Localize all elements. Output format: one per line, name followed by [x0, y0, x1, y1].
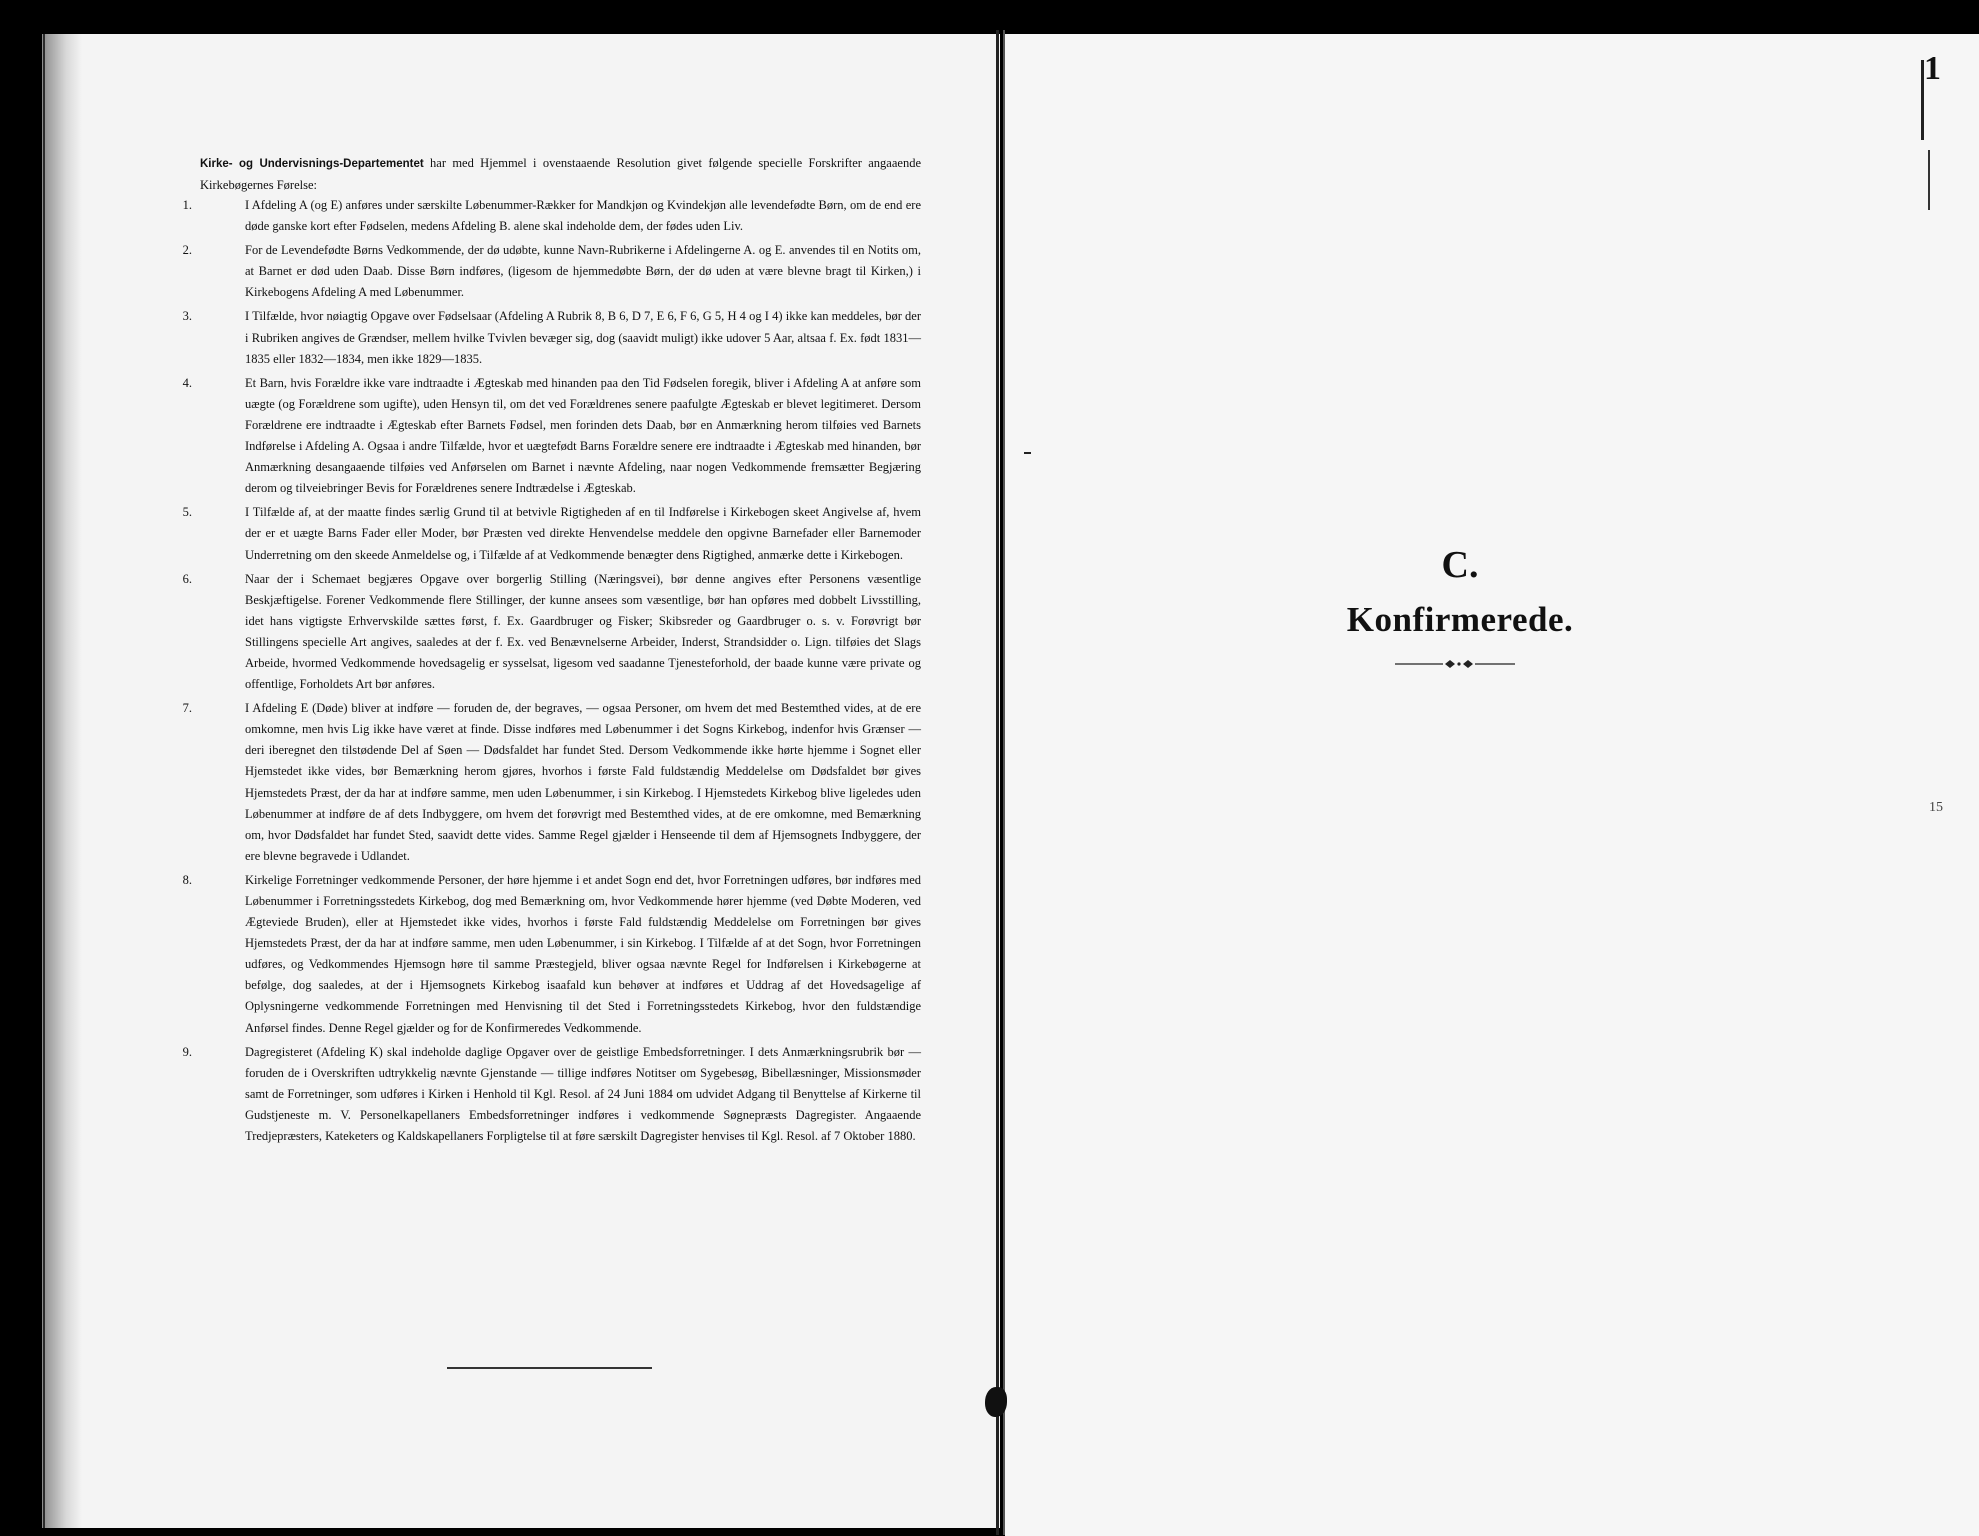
- item-number: 3.: [182, 309, 192, 324]
- list-item: [182, 373, 921, 500]
- list-item: [182, 1042, 921, 1147]
- list-item: [182, 306, 921, 369]
- item-number: 5.: [182, 505, 192, 520]
- item-number: 8.: [182, 872, 192, 887]
- closing-rule: [447, 1367, 652, 1369]
- intro-text: har med Hjemmel i ovenstaaende Resolution givet følgende specielle Forskrifter angaaende Kirkebøgernes Førelse:: [200, 156, 922, 192]
- item-number: 2.: [182, 243, 192, 258]
- margin-mark: 15: [1929, 800, 1943, 815]
- item-text: For de Levendefødte Børns Vedkommende, der dø udøbte, kunne Navn-Rubrikerne i Afdelingerne A. og E. anvendes til en Notits om, at Barnet er død uden Daab. Disse Børn indføres, (ligesom de hjemmedøbte Børn, der dø uden at være blevne bragt til Kirken,) i Kirkebogens Afdeling A med Løbenummer.: [245, 243, 921, 300]
- item-text: Dagregisteret (Afdeling K) skal indeholde daglige Opgaver over de geistlige Embedsforretninger. I dets Anmærkningsrubrik bør — foruden de i Overskriften udtrykkelig nævnte Gjenstande — tillige indføres Notitser om Sygebesøg, Bibellæsninger, Missionsmøder samt de Forretninger, som udføres i Kirken i Henhold til Kgl. Resol. af 24 Juni 1884 om udvidet Adgang til Benyttelse af Kirkerne til Gudstjeneste m. V. Personelkapellaners Embedsforretninger indføres i vedkommende Søgnepræsts Dagregister. Angaaende Tredjepræsters, Kateketers og Kaldskapellaners Forpligtelse til at føre særskilt Dagregister henvises til Kgl. Resol. af 7 Oktober 1880.: [245, 1044, 921, 1144]
- page-number: 1: [1924, 50, 1941, 87]
- spine-rule: [996, 30, 999, 1535]
- spine-rule-secondary: [1003, 30, 1005, 1535]
- item-text: Et Barn, hvis Forældre ikke vare indtraadte i Ægteskab med hinanden paa den Tid Fødselen foregik, bliver i Afdeling A at anføre som uægte (og Forældrene som ugifte), uden Hensyn til, om det ved Forældrenes senere paafulgte Ægteskab er blevet legitimeret. Dersom Forældrene ere indtraadte i Ægteskab efter Barnets Fødsel, men forinden dets Daab, bør en Anmærkning herom tilføies ved Barnets Indførelse i Afdeling A. Ogsaa i andre Tilfælde, hvor et uægtefødt Barns Forældre senere ere indtraadte i Ægteskab med hinanden, bør Anmærkning desangaaende tilføies ved Anførselen om Barnet i nævnte Afdeling, naar nogen Vedkommende fremsætter Begjæring derom og tilveiebringer Bevis for Forældrenes senere Indtrædelse i Ægteskab.: [245, 375, 921, 496]
- list-item: [182, 502, 921, 565]
- list-item: [182, 195, 921, 237]
- list-item: [182, 698, 921, 867]
- item-number: 6.: [182, 571, 192, 586]
- ornament-rule: [1395, 657, 1515, 671]
- right-page-edge-rule-lower: [1928, 150, 1930, 210]
- ink-mark: [1024, 452, 1031, 454]
- intro-paragraph: [200, 153, 921, 196]
- section-title: Konfirmerede.: [1346, 600, 1574, 639]
- section-letter: C.: [1441, 544, 1479, 586]
- ink-blot: [985, 1387, 1007, 1417]
- item-number: 1.: [182, 198, 192, 212]
- item-text: I Tilfælde af, at der maatte findes særlig Grund til at betvivle Rigtigheden af en til Indførelse i Kirkebogen skeet Angivelse af, hvem der er et uægte Barns Fader eller Moder, bør Præsten ved direkte Henvendelse meddele den opgivne Barnefader eller Barnemoder Underretning om den skeede Anmeldelse og, i Tilfælde af at Vedkommende benægter dens Rigtighed, anmærke dette i Kirkebogen.: [245, 505, 921, 562]
- left-page-edge-shadow: [42, 34, 82, 1528]
- right-page: [1005, 34, 1979, 1536]
- item-text: Kirkelige Forretninger vedkommende Personer, der høre hjemme i et andet Sogn end det, hvor Forretningen udføres, bør indføres med Løbenummer i Forretningsstedets Kirkebog, dog med Bemærkning om, hvor Vedkommende hører hjemme (ved Døbte Moderen, ved Ægteviede Bruden), eller at Hjemstedet ikke vides, hvorhos i første Fald fuldstændig Meddelelse om Forretningen bør gives Hjemstedets Præst, der da har at indføre samme, men uden Løbenummer, i sin Kirkebog. I Tilfælde af at det Sogn, hvor Forretningen udføres, og Vedkommendes Hjemsogn høre til samme Præstegjeld, bliver ogsaa nævnte Regel for Indførelsen i Kirkebøgerne at befølge, dog saaledes, at der i Hjemsognets Kirkebog isaafald kun behøver at indføres et Uddrag af det Hovedsagelige af Oplysningerne vedkommende Forretningen med Henvisning til det Sted i Forretningsstedets Kirkebog, hvor den fuldstændige Anførsel findes. Denne Regel gjælder og for de Konfirmeredes Vedkommende.: [245, 872, 921, 1035]
- department-name: Kirke- og Undervisnings-Departementet: [200, 158, 424, 170]
- item-text: I Afdeling E (Døde) bliver at indføre — foruden de, der begraves, — ogsaa Personer, om hvem det med Bestemthed vides, at de ere omkomne, men hvis Lig ikke have været at finde. Disse indføres med Løbenummer i det Sogns Kirkebog, indenfor hvis Grænser — deri iberegnet den tilstødende Del af Søen — Dødsfaldet har fundet Sted. Dersom Vedkommende ikke hørte hjemme i Sognet eller Hjemstedet ikke vides, bør Bemærkning herom gjøres, hvorhos i første Fald fuldstændig Meddelelse om Dødsfaldet bør gives Hjemstedets Præst, der da har at indføre samme, men uden Løbenummer, i sin Kirkebog. I Hjemstedets Kirkebog blive ligeledes uden Løbenummer at indføre de af dets Indbyggere, om hvem det forøvrigt med Bestemthed vides, at de ere omkomne, med Bemærkning om, hvor Dødsfaldet har fundet Sted, saavidt dette vides. Samme Regel gjælder i Henseende til dem af Hjemsognets Indbyggere, der ere blevne begravede i Udlandet.: [245, 701, 921, 863]
- regulation-list: [182, 195, 921, 1150]
- list-item: [182, 240, 921, 303]
- item-text: I Tilfælde, hvor nøiagtig Opgave over Fødselsaar (Afdeling A Rubrik 8, B 6, D 7, E 6, F 6, G 5, H 4 og I 4) ikke kan meddeles, bør der i Rubriken angives de Grændser, mellem hvilke Tvivlen bevæger sig, dog (saavidt muligt) ikke udover 5 Aar, altsaa f. Ex. født 1831—1835 eller 1832—1834, men ikke 1829—1835.: [245, 309, 921, 366]
- left-page-border-rule: [43, 34, 45, 1528]
- item-number: 9.: [182, 1044, 192, 1059]
- list-item: [182, 870, 921, 1039]
- item-text: Naar der i Schemaet begjæres Opgave over borgerlig Stilling (Næringsvei), bør denne angives efter Personens væsentlige Beskjæftigelse. Forener Vedkommende flere Stillinger, der kunne ansees som væsentlige, bør han opføres med dobbelt Livsstilling, idet hans vigtigste Erhvervskilde sættes først, f. Ex. Gaardbruger og Fisker; Skibsreder og Gaardbruger o. s. v. Forøvrigt bør Stillingens specielle Art angives, saaledes at der f. Ex. ved Benævnelserne Arbeider, Inderst, Strandsidder o. Lign. tilføies det Slags Arbeide, hvormed Vedkommende hovedsagelig er sysselsat, ligesom ved saadanne Tjenesteforhold, der baade kunne være private og offentlige, Forholdets Art bør anføres.: [245, 571, 921, 692]
- item-number: 7.: [182, 701, 192, 716]
- list-item: [182, 569, 921, 696]
- item-text: I Afdeling A (og E) anføres under særskilte Løbenummer-Rækker for Mandkjøn og Kvindekjøn alle levendefødte Børn, om de end ere døde ganske kort efter Fødselen, medens Afdeling B. alene skal indeholde dem, der fødes uden Liv.: [245, 198, 921, 234]
- item-number: 4.: [182, 375, 192, 390]
